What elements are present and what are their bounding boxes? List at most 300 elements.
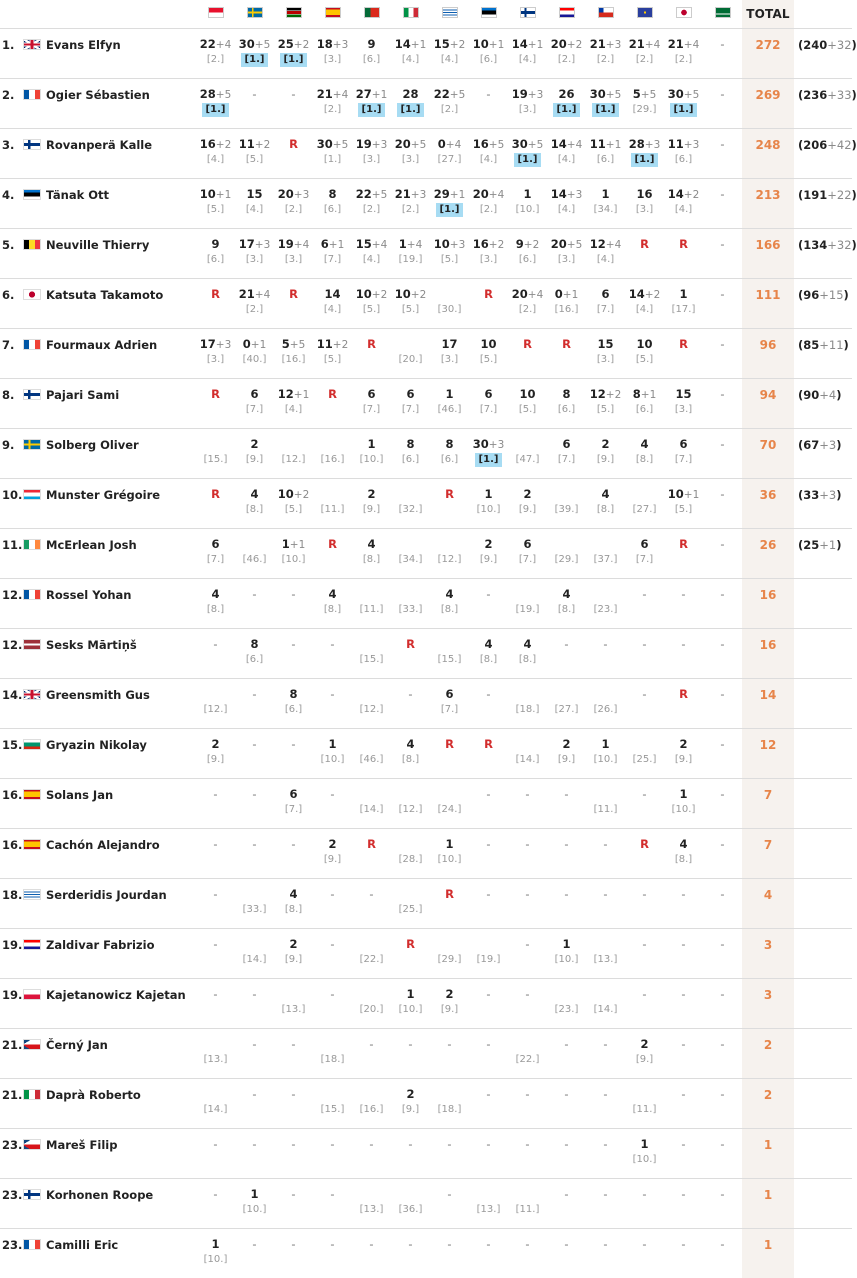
result-cell[interactable] [703, 29, 742, 79]
result-cell[interactable] [352, 929, 391, 979]
table-row[interactable] [0, 179, 852, 229]
result-cell[interactable] [391, 579, 430, 629]
result-cell[interactable] [274, 329, 313, 379]
result-cell[interactable] [625, 229, 664, 279]
result-cell[interactable] [235, 779, 274, 829]
result-cell[interactable] [274, 129, 313, 179]
driver-name-link[interactable]: Zaldivar Fabrizio [44, 929, 196, 979]
result-cell[interactable] [196, 1079, 235, 1129]
result-cell[interactable] [469, 529, 508, 579]
result-cell[interactable] [391, 479, 430, 529]
table-row[interactable] [0, 629, 852, 679]
result-cell[interactable] [547, 479, 586, 529]
result-cell[interactable] [547, 779, 586, 829]
result-cell[interactable] [235, 579, 274, 629]
result-cell[interactable] [196, 479, 235, 529]
result-cell[interactable] [313, 829, 352, 879]
result-cell[interactable] [586, 1179, 625, 1229]
result-cell[interactable] [508, 229, 547, 279]
driver-name-link[interactable]: McErlean Josh [44, 529, 196, 579]
result-cell[interactable] [547, 1129, 586, 1179]
result-cell[interactable] [196, 1229, 235, 1278]
result-cell[interactable] [352, 879, 391, 929]
result-cell[interactable] [625, 1129, 664, 1179]
result-cell[interactable] [664, 729, 703, 779]
result-cell[interactable] [196, 79, 235, 129]
result-cell[interactable] [430, 929, 469, 979]
result-cell[interactable] [547, 929, 586, 979]
result-cell[interactable] [703, 829, 742, 879]
result-cell[interactable] [547, 29, 586, 79]
result-cell[interactable] [313, 1079, 352, 1129]
result-cell[interactable] [586, 1029, 625, 1079]
driver-name-link[interactable]: Munster Grégoire [44, 479, 196, 529]
result-cell[interactable] [469, 679, 508, 729]
result-cell[interactable] [508, 29, 547, 79]
result-cell[interactable] [469, 429, 508, 479]
event-header-europe[interactable] [625, 0, 664, 29]
result-cell[interactable] [508, 779, 547, 829]
result-cell[interactable] [508, 379, 547, 429]
table-row[interactable] [0, 79, 852, 129]
result-cell[interactable] [703, 529, 742, 579]
result-cell[interactable] [625, 1179, 664, 1229]
result-cell[interactable] [313, 279, 352, 329]
result-cell[interactable] [703, 379, 742, 429]
result-cell[interactable] [547, 1229, 586, 1278]
result-cell[interactable] [235, 1129, 274, 1179]
result-cell[interactable] [352, 779, 391, 829]
result-cell[interactable] [586, 29, 625, 79]
result-cell[interactable] [313, 779, 352, 829]
result-cell[interactable] [469, 1229, 508, 1278]
result-cell[interactable] [313, 1029, 352, 1079]
result-cell[interactable] [430, 729, 469, 779]
result-cell[interactable] [547, 979, 586, 1029]
table-row[interactable] [0, 679, 852, 729]
result-cell[interactable] [235, 829, 274, 879]
result-cell[interactable] [352, 1179, 391, 1229]
result-cell[interactable] [703, 579, 742, 629]
result-cell[interactable] [508, 329, 547, 379]
result-cell[interactable] [664, 429, 703, 479]
result-cell[interactable] [586, 79, 625, 129]
result-cell[interactable] [703, 279, 742, 329]
result-cell[interactable] [664, 379, 703, 429]
result-cell[interactable] [274, 779, 313, 829]
result-cell[interactable] [664, 679, 703, 729]
result-cell[interactable] [547, 1179, 586, 1229]
result-cell[interactable] [235, 79, 274, 129]
result-cell[interactable] [469, 329, 508, 379]
result-cell[interactable] [196, 629, 235, 679]
result-cell[interactable] [625, 329, 664, 379]
table-row[interactable] [0, 329, 852, 379]
result-cell[interactable] [430, 429, 469, 479]
result-cell[interactable] [430, 329, 469, 379]
result-cell[interactable] [235, 29, 274, 79]
result-cell[interactable] [274, 229, 313, 279]
result-cell[interactable] [196, 879, 235, 929]
result-cell[interactable] [391, 29, 430, 79]
result-cell[interactable] [625, 679, 664, 729]
result-cell[interactable] [352, 729, 391, 779]
result-cell[interactable] [352, 1229, 391, 1278]
total-header[interactable]: TOTAL [742, 0, 794, 29]
result-cell[interactable] [235, 1029, 274, 1079]
result-cell[interactable] [391, 179, 430, 229]
result-cell[interactable] [625, 479, 664, 529]
table-row[interactable] [0, 279, 852, 329]
result-cell[interactable] [352, 179, 391, 229]
result-cell[interactable] [391, 879, 430, 929]
result-cell[interactable] [664, 929, 703, 979]
result-cell[interactable] [235, 129, 274, 179]
result-cell[interactable] [508, 479, 547, 529]
result-cell[interactable] [586, 179, 625, 229]
result-cell[interactable] [352, 79, 391, 129]
result-cell[interactable] [430, 29, 469, 79]
result-cell[interactable] [274, 279, 313, 329]
result-cell[interactable] [196, 29, 235, 79]
result-cell[interactable] [703, 229, 742, 279]
result-cell[interactable] [235, 229, 274, 279]
result-cell[interactable] [586, 529, 625, 579]
driver-name-link[interactable]: Daprà Roberto [44, 1079, 196, 1129]
result-cell[interactable] [274, 579, 313, 629]
result-cell[interactable] [508, 529, 547, 579]
result-cell[interactable] [196, 1179, 235, 1229]
result-cell[interactable] [469, 929, 508, 979]
event-header-estonia[interactable] [469, 0, 508, 29]
result-cell[interactable] [235, 1229, 274, 1278]
result-cell[interactable] [196, 529, 235, 579]
result-cell[interactable] [703, 1079, 742, 1129]
result-cell[interactable] [625, 529, 664, 579]
result-cell[interactable] [430, 79, 469, 129]
result-cell[interactable] [196, 929, 235, 979]
result-cell[interactable] [625, 279, 664, 329]
result-cell[interactable] [313, 379, 352, 429]
result-cell[interactable] [703, 929, 742, 979]
driver-name-link[interactable]: Kajetanowicz Kajetan [44, 979, 196, 1029]
result-cell[interactable] [625, 879, 664, 929]
table-row[interactable] [0, 929, 852, 979]
result-cell[interactable] [391, 629, 430, 679]
result-cell[interactable] [469, 1179, 508, 1229]
result-cell[interactable] [196, 829, 235, 879]
result-cell[interactable] [196, 979, 235, 1029]
result-cell[interactable] [469, 829, 508, 879]
driver-name-link[interactable]: Rovanperä Kalle [44, 129, 196, 179]
result-cell[interactable] [196, 379, 235, 429]
result-cell[interactable] [313, 1229, 352, 1278]
result-cell[interactable] [547, 279, 586, 329]
table-row[interactable] [0, 229, 852, 279]
driver-name-link[interactable]: Greensmith Gus [44, 679, 196, 729]
result-cell[interactable] [430, 1229, 469, 1278]
driver-name-link[interactable]: Neuville Thierry [44, 229, 196, 279]
driver-name-link[interactable]: Pajari Sami [44, 379, 196, 429]
result-cell[interactable] [586, 579, 625, 629]
result-cell[interactable] [586, 679, 625, 729]
result-cell[interactable] [508, 179, 547, 229]
result-cell[interactable] [391, 1229, 430, 1278]
table-row[interactable] [0, 579, 852, 629]
table-row[interactable] [0, 1129, 852, 1179]
result-cell[interactable] [664, 579, 703, 629]
table-row[interactable] [0, 529, 852, 579]
result-cell[interactable] [625, 629, 664, 679]
driver-name-link[interactable]: Mareš Filip [44, 1129, 196, 1179]
result-cell[interactable] [430, 529, 469, 579]
result-cell[interactable] [586, 479, 625, 529]
result-cell[interactable] [586, 329, 625, 379]
result-cell[interactable] [703, 779, 742, 829]
event-header-chile[interactable] [586, 0, 625, 29]
result-cell[interactable] [391, 979, 430, 1029]
result-cell[interactable] [235, 379, 274, 429]
result-cell[interactable] [274, 379, 313, 429]
result-cell[interactable] [703, 1029, 742, 1079]
result-cell[interactable] [391, 829, 430, 879]
result-cell[interactable] [625, 829, 664, 879]
result-cell[interactable] [508, 1179, 547, 1229]
result-cell[interactable] [625, 579, 664, 629]
event-header-finland[interactable] [508, 0, 547, 29]
result-cell[interactable] [196, 679, 235, 729]
result-cell[interactable] [313, 29, 352, 79]
result-cell[interactable] [196, 779, 235, 829]
result-cell[interactable] [625, 29, 664, 79]
result-cell[interactable] [586, 829, 625, 879]
result-cell[interactable] [664, 179, 703, 229]
table-row[interactable] [0, 429, 852, 479]
result-cell[interactable] [352, 379, 391, 429]
result-cell[interactable] [625, 779, 664, 829]
result-cell[interactable] [664, 1229, 703, 1278]
result-cell[interactable] [586, 629, 625, 679]
event-header-saudi[interactable] [703, 0, 742, 29]
result-cell[interactable] [235, 1079, 274, 1129]
driver-name-link[interactable]: Tänak Ott [44, 179, 196, 229]
result-cell[interactable] [313, 429, 352, 479]
result-cell[interactable] [313, 679, 352, 729]
result-cell[interactable] [352, 29, 391, 79]
result-cell[interactable] [352, 679, 391, 729]
result-cell[interactable] [664, 829, 703, 879]
result-cell[interactable] [625, 1079, 664, 1129]
result-cell[interactable] [664, 479, 703, 529]
result-cell[interactable] [352, 1129, 391, 1179]
result-cell[interactable] [313, 929, 352, 979]
result-cell[interactable] [586, 779, 625, 829]
result-cell[interactable] [352, 129, 391, 179]
result-cell[interactable] [664, 79, 703, 129]
result-cell[interactable] [352, 279, 391, 329]
result-cell[interactable] [430, 479, 469, 529]
result-cell[interactable] [235, 879, 274, 929]
table-row[interactable] [0, 1079, 852, 1129]
result-cell[interactable] [664, 229, 703, 279]
result-cell[interactable] [586, 129, 625, 179]
result-cell[interactable] [235, 979, 274, 1029]
result-cell[interactable] [469, 129, 508, 179]
result-cell[interactable] [235, 429, 274, 479]
result-cell[interactable] [391, 529, 430, 579]
result-cell[interactable] [469, 729, 508, 779]
result-cell[interactable] [196, 1129, 235, 1179]
result-cell[interactable] [547, 629, 586, 679]
result-cell[interactable] [547, 579, 586, 629]
result-cell[interactable] [469, 279, 508, 329]
table-row[interactable] [0, 729, 852, 779]
result-cell[interactable] [313, 1179, 352, 1229]
result-cell[interactable] [625, 179, 664, 229]
result-cell[interactable] [313, 79, 352, 129]
result-cell[interactable] [391, 729, 430, 779]
result-cell[interactable] [586, 729, 625, 779]
result-cell[interactable] [313, 129, 352, 179]
result-cell[interactable] [274, 479, 313, 529]
result-cell[interactable] [508, 929, 547, 979]
result-cell[interactable] [586, 1079, 625, 1129]
result-cell[interactable] [196, 329, 235, 379]
table-row[interactable] [0, 979, 852, 1029]
result-cell[interactable] [352, 329, 391, 379]
result-cell[interactable] [664, 1129, 703, 1179]
result-cell[interactable] [313, 879, 352, 929]
table-row[interactable] [0, 1179, 852, 1229]
result-cell[interactable] [313, 629, 352, 679]
driver-name-link[interactable]: Fourmaux Adrien [44, 329, 196, 379]
result-cell[interactable] [235, 929, 274, 979]
result-cell[interactable] [274, 179, 313, 229]
result-cell[interactable] [703, 179, 742, 229]
result-cell[interactable] [703, 1129, 742, 1179]
result-cell[interactable] [235, 729, 274, 779]
result-cell[interactable] [469, 379, 508, 429]
result-cell[interactable] [274, 879, 313, 929]
result-cell[interactable] [352, 229, 391, 279]
event-header-kenya[interactable] [274, 0, 313, 29]
result-cell[interactable] [313, 979, 352, 1029]
result-cell[interactable] [391, 129, 430, 179]
result-cell[interactable] [391, 329, 430, 379]
result-cell[interactable] [196, 579, 235, 629]
result-cell[interactable] [235, 629, 274, 679]
result-cell[interactable] [430, 879, 469, 929]
result-cell[interactable] [547, 329, 586, 379]
result-cell[interactable] [196, 129, 235, 179]
result-cell[interactable] [703, 979, 742, 1029]
result-cell[interactable] [352, 629, 391, 679]
result-cell[interactable] [469, 479, 508, 529]
event-header-monaco[interactable] [196, 0, 235, 29]
result-cell[interactable] [547, 79, 586, 129]
result-cell[interactable] [547, 229, 586, 279]
result-cell[interactable] [586, 429, 625, 479]
result-cell[interactable] [469, 229, 508, 279]
result-cell[interactable] [625, 129, 664, 179]
result-cell[interactable] [274, 929, 313, 979]
result-cell[interactable] [235, 329, 274, 379]
result-cell[interactable] [391, 229, 430, 279]
driver-name-link[interactable]: Sesks Mārtiņš [44, 629, 196, 679]
result-cell[interactable] [430, 1029, 469, 1079]
result-cell[interactable] [664, 279, 703, 329]
result-cell[interactable] [625, 979, 664, 1029]
result-cell[interactable] [508, 129, 547, 179]
result-cell[interactable] [508, 1229, 547, 1278]
result-cell[interactable] [274, 679, 313, 729]
result-cell[interactable] [235, 529, 274, 579]
result-cell[interactable] [352, 1029, 391, 1079]
result-cell[interactable] [274, 1079, 313, 1129]
event-header-croatia[interactable] [547, 0, 586, 29]
result-cell[interactable] [625, 929, 664, 979]
result-cell[interactable] [196, 729, 235, 779]
driver-name-link[interactable]: Evans Elfyn [44, 29, 196, 79]
result-cell[interactable] [391, 279, 430, 329]
result-cell[interactable] [274, 529, 313, 579]
result-cell[interactable] [547, 129, 586, 179]
result-cell[interactable] [703, 879, 742, 929]
driver-name-link[interactable]: Ogier Sébastien [44, 79, 196, 129]
result-cell[interactable] [313, 729, 352, 779]
driver-name-link[interactable]: Solans Jan [44, 779, 196, 829]
result-cell[interactable] [586, 879, 625, 929]
result-cell[interactable] [586, 379, 625, 429]
result-cell[interactable] [430, 1179, 469, 1229]
driver-name-link[interactable]: Rossel Yohan [44, 579, 196, 629]
driver-name-link[interactable]: Gryazin Nikolay [44, 729, 196, 779]
result-cell[interactable] [430, 179, 469, 229]
result-cell[interactable] [430, 279, 469, 329]
result-cell[interactable] [313, 479, 352, 529]
result-cell[interactable] [547, 1029, 586, 1079]
result-cell[interactable] [430, 829, 469, 879]
result-cell[interactable] [508, 679, 547, 729]
result-cell[interactable] [703, 429, 742, 479]
event-header-sweden[interactable] [235, 0, 274, 29]
result-cell[interactable] [430, 579, 469, 629]
result-cell[interactable] [352, 479, 391, 529]
result-cell[interactable] [274, 79, 313, 129]
result-cell[interactable] [391, 79, 430, 129]
result-cell[interactable] [391, 429, 430, 479]
result-cell[interactable] [352, 529, 391, 579]
result-cell[interactable] [196, 1029, 235, 1079]
result-cell[interactable] [586, 979, 625, 1029]
result-cell[interactable] [430, 979, 469, 1029]
result-cell[interactable] [508, 279, 547, 329]
result-cell[interactable] [664, 1179, 703, 1229]
table-row[interactable] [0, 779, 852, 829]
result-cell[interactable] [274, 729, 313, 779]
result-cell[interactable] [430, 1129, 469, 1179]
result-cell[interactable] [391, 1129, 430, 1179]
result-cell[interactable] [547, 179, 586, 229]
result-cell[interactable] [274, 29, 313, 79]
result-cell[interactable] [508, 829, 547, 879]
result-cell[interactable] [469, 579, 508, 629]
result-cell[interactable] [508, 429, 547, 479]
result-cell[interactable] [508, 879, 547, 929]
result-cell[interactable] [196, 179, 235, 229]
event-header-portugal[interactable] [352, 0, 391, 29]
result-cell[interactable] [586, 1229, 625, 1278]
